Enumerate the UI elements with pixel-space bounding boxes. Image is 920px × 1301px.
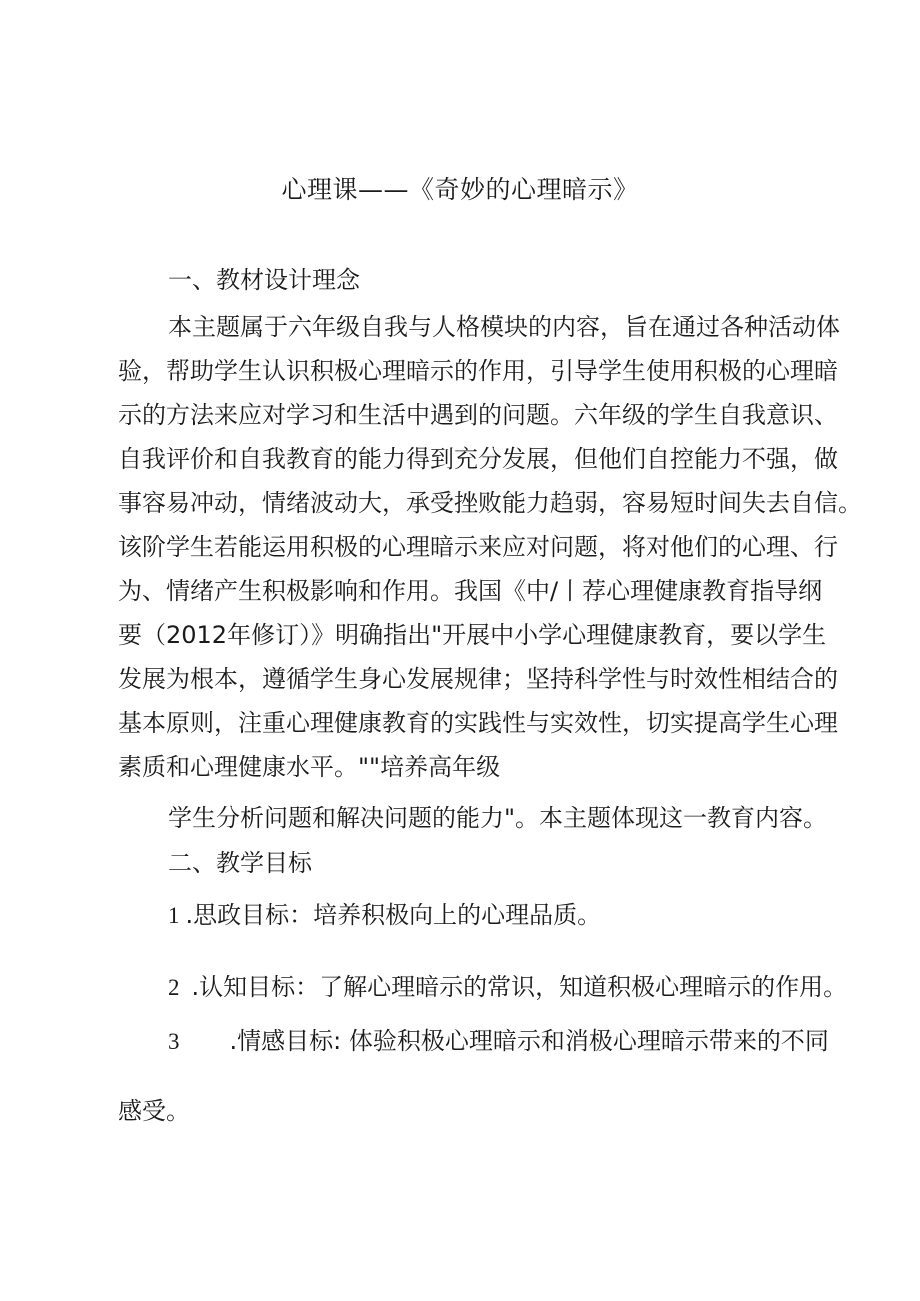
goal-text: .认知目标：了解心理暗示的常识，知道积极心理暗示的作用。 xyxy=(191,973,848,1001)
paragraph-line: 素质和心理健康水平。""培养高年级 xyxy=(118,753,501,781)
paragraph-line: 要（2012年修订）》明确指出"开展中小学心理健康教育，要以学生 xyxy=(118,621,827,649)
paragraph-line: 示的方法来应对学习和生活中遇到的问题。六年级的学生自我意识、 xyxy=(118,401,838,429)
paragraph-line: 验，帮助学生认识积极心理暗示的作用，引导学生使用积极的心理暗 xyxy=(118,357,838,385)
paragraph-line: 学生分析问题和解决问题的能力"。本主题体现这一教育内容。 xyxy=(168,804,828,832)
paragraph-line: 该阶学生若能运用积极的心理暗示来应对问题，将对他们的心理、行 xyxy=(118,533,838,561)
section-heading-design-concept: 一、教材设计理念 xyxy=(168,266,360,294)
paragraph-line: 自我评价和自我教育的能力得到充分发展，但他们自控能力不强，做 xyxy=(118,445,838,473)
document-title: 心理课——《奇妙的心理暗示》 xyxy=(281,175,639,204)
paragraph-line: 基本原则，注重心理健康教育的实践性与实效性，切实提高学生心理 xyxy=(118,709,838,737)
goal-item xyxy=(168,970,847,1005)
paragraph-line: 事容易冲动，情绪波动大，承受挫败能力趋弱，容易短时间失去自信。 xyxy=(118,489,862,517)
goal-text: .情感目标: 体验积极心理暗示和消极心理暗示带来的不同 xyxy=(229,1027,829,1055)
goal-number: 2 xyxy=(168,975,180,1000)
goal-item xyxy=(168,898,601,933)
paragraph-line: 为、情绪产生积极影响和作用。我国《中/丨荐心理健康教育指导纲 xyxy=(118,577,823,605)
goal-text: .思政目标：培养积极向上的心理品质。 xyxy=(185,901,602,929)
paragraph-line: 本主题属于六年级自我与人格模块的内容，旨在通过各种活动体 xyxy=(168,313,840,341)
paragraph-line: 发展为根本，遵循学生身心发展规律；坚持科学性与时效性相结合的 xyxy=(118,665,838,693)
goal-continuation: 感受。 xyxy=(118,1097,190,1125)
goal-number: 3 xyxy=(168,1029,180,1054)
goal-item xyxy=(168,1024,829,1059)
section-heading-teaching-goals: 二、教学目标 xyxy=(168,849,312,877)
goal-number: 1 xyxy=(168,903,180,928)
